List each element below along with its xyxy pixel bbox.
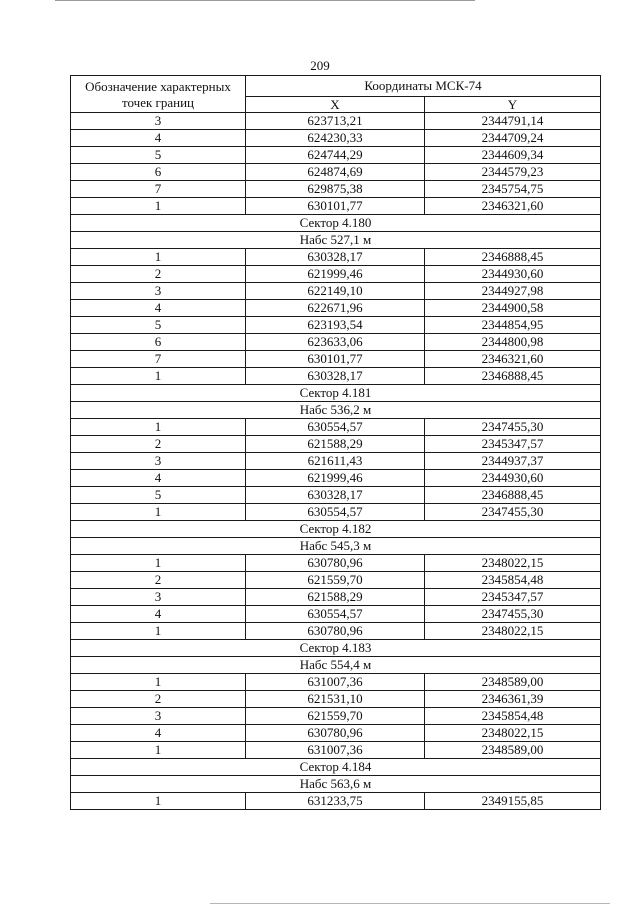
bottom-rule: [210, 903, 610, 904]
table-row: [71, 504, 601, 521]
y-coordinate-cell: 2347455,30: [425, 504, 601, 521]
point-id-cell: 6: [71, 334, 246, 351]
height-row: [71, 402, 601, 419]
table-row: [71, 436, 601, 453]
height-label: Набс 554,4 м: [71, 657, 601, 674]
table-row: [71, 572, 601, 589]
sector-row: [71, 385, 601, 402]
table-body: [71, 113, 601, 810]
table-row: [71, 181, 601, 198]
y-coordinate-cell: 2348022,15: [425, 725, 601, 742]
table-row: [71, 351, 601, 368]
table-row: [71, 555, 601, 572]
point-id-cell: 6: [71, 164, 246, 181]
point-id-cell: 1: [71, 504, 246, 521]
y-coordinate-cell: 2345854,48: [425, 708, 601, 725]
header-coordinate-system: Координаты МСК-74: [246, 76, 601, 97]
y-coordinate-cell: 2344709,24: [425, 130, 601, 147]
point-id-cell: 5: [71, 147, 246, 164]
x-coordinate-cell: 623193,54: [246, 317, 425, 334]
point-id-cell: 2: [71, 691, 246, 708]
point-id-cell: 1: [71, 555, 246, 572]
x-coordinate-cell: 631233,75: [246, 793, 425, 810]
sector-row: [71, 640, 601, 657]
y-coordinate-cell: 2347455,30: [425, 606, 601, 623]
y-coordinate-cell: 2344937,37: [425, 453, 601, 470]
height-row: [71, 538, 601, 555]
header-y: Y: [425, 97, 601, 113]
point-id-cell: 1: [71, 198, 246, 215]
point-id-cell: 3: [71, 589, 246, 606]
x-coordinate-cell: 630554,57: [246, 504, 425, 521]
point-id-cell: 4: [71, 300, 246, 317]
y-coordinate-cell: 2348022,15: [425, 555, 601, 572]
x-coordinate-cell: 621531,10: [246, 691, 425, 708]
point-id-cell: 1: [71, 742, 246, 759]
sector-row: [71, 215, 601, 232]
point-id-cell: 7: [71, 351, 246, 368]
table-row: [71, 674, 601, 691]
y-coordinate-cell: 2344609,34: [425, 147, 601, 164]
x-coordinate-cell: 630780,96: [246, 623, 425, 640]
page-number: 209: [310, 58, 330, 73]
point-id-cell: 1: [71, 249, 246, 266]
point-id-cell: 3: [71, 453, 246, 470]
y-coordinate-cell: 2344900,58: [425, 300, 601, 317]
x-coordinate-cell: 622149,10: [246, 283, 425, 300]
x-coordinate-cell: 630780,96: [246, 725, 425, 742]
table-row: [71, 708, 601, 725]
y-coordinate-cell: 2346888,45: [425, 249, 601, 266]
x-coordinate-cell: 622671,96: [246, 300, 425, 317]
table-row: [71, 266, 601, 283]
x-coordinate-cell: 621611,43: [246, 453, 425, 470]
x-coordinate-cell: 631007,36: [246, 742, 425, 759]
table-row: [71, 419, 601, 436]
y-coordinate-cell: 2345347,57: [425, 436, 601, 453]
x-coordinate-cell: 621559,70: [246, 708, 425, 725]
height-label: Набс 536,2 м: [71, 402, 601, 419]
y-coordinate-cell: 2348022,15: [425, 623, 601, 640]
table-row: [71, 147, 601, 164]
x-coordinate-cell: 630101,77: [246, 198, 425, 215]
point-id-cell: 2: [71, 572, 246, 589]
table-row: [71, 300, 601, 317]
x-coordinate-cell: 631007,36: [246, 674, 425, 691]
y-coordinate-cell: 2346321,60: [425, 198, 601, 215]
table-row: [71, 589, 601, 606]
y-coordinate-cell: 2347455,30: [425, 419, 601, 436]
y-coordinate-cell: 2345754,75: [425, 181, 601, 198]
point-id-cell: 4: [71, 725, 246, 742]
point-id-cell: 5: [71, 487, 246, 504]
table-row: [71, 130, 601, 147]
sector-label: Сектор 4.184: [71, 759, 601, 776]
height-row: [71, 657, 601, 674]
point-id-cell: 3: [71, 283, 246, 300]
y-coordinate-cell: 2345854,48: [425, 572, 601, 589]
height-row: [71, 232, 601, 249]
point-id-cell: 5: [71, 317, 246, 334]
height-row: [71, 776, 601, 793]
y-coordinate-cell: 2344800,98: [425, 334, 601, 351]
point-id-cell: 4: [71, 470, 246, 487]
x-coordinate-cell: 624230,33: [246, 130, 425, 147]
y-coordinate-cell: 2349155,85: [425, 793, 601, 810]
point-id-cell: 2: [71, 436, 246, 453]
point-id-cell: 4: [71, 606, 246, 623]
y-coordinate-cell: 2344791,14: [425, 113, 601, 130]
table-row: [71, 470, 601, 487]
x-coordinate-cell: 630328,17: [246, 368, 425, 385]
y-coordinate-cell: 2348589,00: [425, 674, 601, 691]
y-coordinate-cell: 2344579,23: [425, 164, 601, 181]
x-coordinate-cell: 624874,69: [246, 164, 425, 181]
x-coordinate-cell: 624744,29: [246, 147, 425, 164]
y-coordinate-cell: 2348589,00: [425, 742, 601, 759]
x-coordinate-cell: 630780,96: [246, 555, 425, 572]
x-coordinate-cell: 623713,21: [246, 113, 425, 130]
table-row: [71, 334, 601, 351]
point-id-cell: 2: [71, 266, 246, 283]
sector-label: Сектор 4.180: [71, 215, 601, 232]
table-row: [71, 164, 601, 181]
table-row: [71, 453, 601, 470]
table-row: [71, 198, 601, 215]
point-id-cell: 1: [71, 674, 246, 691]
table-row: [71, 317, 601, 334]
sector-label: Сектор 4.181: [71, 385, 601, 402]
y-coordinate-cell: 2346321,60: [425, 351, 601, 368]
point-id-cell: 7: [71, 181, 246, 198]
y-coordinate-cell: 2345347,57: [425, 589, 601, 606]
sector-row: [71, 759, 601, 776]
point-id-cell: 3: [71, 708, 246, 725]
table-row: [71, 283, 601, 300]
y-coordinate-cell: 2344927,98: [425, 283, 601, 300]
header-x: X: [246, 97, 425, 113]
table-row: [71, 742, 601, 759]
table-row: [71, 249, 601, 266]
point-id-cell: 3: [71, 113, 246, 130]
header-points: Обозначение характерных точек границ: [71, 76, 246, 113]
height-label: Набс 527,1 м: [71, 232, 601, 249]
coordinates-table: [70, 75, 601, 810]
point-id-cell: 1: [71, 623, 246, 640]
x-coordinate-cell: 623633,06: [246, 334, 425, 351]
x-coordinate-cell: 630554,57: [246, 606, 425, 623]
x-coordinate-cell: 621999,46: [246, 266, 425, 283]
table-row: [71, 368, 601, 385]
y-coordinate-cell: 2344930,60: [425, 266, 601, 283]
x-coordinate-cell: 621588,29: [246, 436, 425, 453]
table-row: [71, 691, 601, 708]
table-row: [71, 606, 601, 623]
table-row: [71, 793, 601, 810]
table-row: [71, 487, 601, 504]
table-row: [71, 725, 601, 742]
point-id-cell: 1: [71, 368, 246, 385]
sector-label: Сектор 4.183: [71, 640, 601, 657]
y-coordinate-cell: 2346888,45: [425, 368, 601, 385]
x-coordinate-cell: 621559,70: [246, 572, 425, 589]
x-coordinate-cell: 629875,38: [246, 181, 425, 198]
x-coordinate-cell: 630101,77: [246, 351, 425, 368]
y-coordinate-cell: 2346361,39: [425, 691, 601, 708]
x-coordinate-cell: 630554,57: [246, 419, 425, 436]
height-label: Набс 545,3 м: [71, 538, 601, 555]
height-label: Набс 563,6 м: [71, 776, 601, 793]
x-coordinate-cell: 621999,46: [246, 470, 425, 487]
point-id-cell: 1: [71, 793, 246, 810]
y-coordinate-cell: 2344930,60: [425, 470, 601, 487]
x-coordinate-cell: 621588,29: [246, 589, 425, 606]
y-coordinate-cell: 2344854,95: [425, 317, 601, 334]
x-coordinate-cell: 630328,17: [246, 249, 425, 266]
point-id-cell: 1: [71, 419, 246, 436]
y-coordinate-cell: 2346888,45: [425, 487, 601, 504]
table-row: [71, 113, 601, 130]
sector-row: [71, 521, 601, 538]
x-coordinate-cell: 630328,17: [246, 487, 425, 504]
sector-label: Сектор 4.182: [71, 521, 601, 538]
table-header: [71, 76, 601, 113]
point-id-cell: 4: [71, 130, 246, 147]
top-rule: [55, 0, 475, 1]
table-row: [71, 623, 601, 640]
